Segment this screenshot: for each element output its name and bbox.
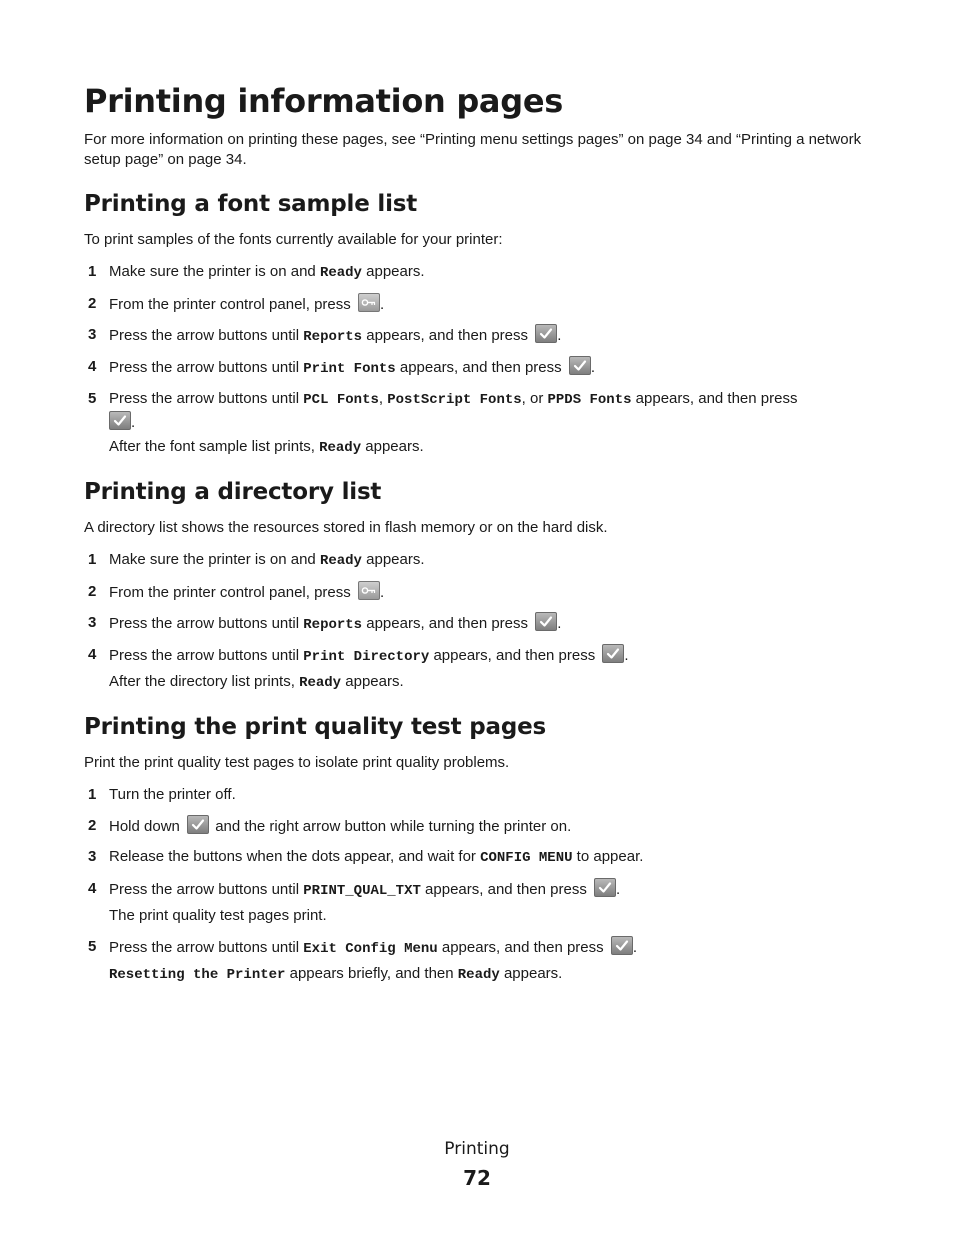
heading-directory-list: Printing a directory list — [84, 479, 382, 505]
step-number: 1 — [88, 551, 97, 568]
step-text: Press the arrow buttons until — [109, 390, 304, 407]
checkmark-button-icon — [109, 411, 131, 430]
display-message: Ready — [319, 440, 362, 456]
step-text: appears, and then press — [362, 327, 533, 344]
step-number: 4 — [88, 646, 97, 663]
step-number: 1 — [88, 263, 97, 280]
checkmark-button-icon — [602, 644, 624, 663]
step-text: Press the arrow buttons until — [109, 939, 304, 956]
step-number: 3 — [88, 326, 97, 343]
checkmark-button-icon — [594, 878, 616, 897]
step-text: to appear. — [572, 848, 644, 865]
step-text: . — [557, 615, 562, 632]
step-number: 5 — [88, 938, 97, 955]
font-note — [109, 437, 874, 458]
note-text: appears. — [341, 673, 404, 690]
step-text: . — [131, 414, 136, 431]
step-text: . — [624, 647, 629, 664]
display-message: Print Directory — [303, 649, 430, 665]
note-text: The print quality test pages print. — [109, 907, 327, 924]
note-text: After the font sample list prints, — [109, 438, 320, 455]
step-text: Press the arrow buttons until — [109, 327, 304, 344]
step-text: From the printer control panel, press — [109, 296, 355, 313]
note-text: appears. — [361, 438, 424, 455]
step-text: Turn the printer off. — [109, 786, 236, 803]
display-message: PCL Fonts — [303, 392, 379, 408]
step-number: 2 — [88, 817, 97, 834]
step-text: appears, and then press — [429, 647, 600, 664]
step-text: . — [632, 939, 637, 956]
checkmark-button-icon — [535, 324, 557, 343]
step-text: appears. — [361, 263, 425, 280]
step-text: appears, and then press — [631, 390, 798, 407]
display-message: Resetting the Printer — [109, 967, 286, 983]
footer-section-name: Printing — [444, 1139, 510, 1159]
display-message: Reports — [303, 329, 363, 345]
page-title: Printing information pages — [84, 82, 563, 120]
step-number: 3 — [88, 614, 97, 631]
step-text: appears, and then press — [420, 881, 592, 898]
step-text: Press the arrow buttons until — [109, 359, 304, 376]
checkmark-button-icon — [535, 612, 557, 631]
note-text: After the directory list prints, — [109, 673, 300, 690]
quality-intro: Print the print quality test pages to isolate print quality problems. — [84, 754, 510, 771]
display-message: Ready — [457, 967, 500, 983]
display-message: PostScript Fonts — [387, 392, 522, 408]
step-text: Press the arrow buttons until — [109, 881, 304, 898]
step-number: 2 — [88, 583, 97, 600]
step-text: . — [379, 296, 385, 313]
step-text: . — [557, 327, 562, 344]
step-number: 5 — [88, 390, 97, 407]
step-text: . — [590, 359, 595, 376]
step-number: 3 — [88, 848, 97, 865]
note-text: appears briefly, and then — [285, 965, 458, 982]
note-text: appears. — [499, 965, 563, 982]
checkmark-button-icon — [187, 815, 209, 834]
step-text: , — [378, 390, 388, 407]
display-message: Ready — [319, 265, 362, 281]
quality-note-5 — [109, 964, 874, 985]
display-message: Reports — [303, 617, 363, 633]
step-text: . — [616, 881, 621, 898]
quality-note-4 — [109, 906, 874, 926]
step-text: and the right arrow button while turning the printer on. — [211, 818, 572, 835]
step-text: . — [379, 584, 385, 601]
checkmark-button-icon — [569, 356, 591, 375]
display-message: PPDS Fonts — [547, 392, 632, 408]
step-text: Make sure the printer is on and — [109, 263, 320, 280]
step-number: 1 — [88, 786, 97, 803]
menu-key-button-icon — [358, 581, 380, 600]
display-message: Print Fonts — [303, 361, 396, 377]
display-message: Ready — [319, 553, 362, 569]
font-intro: To print samples of the fonts currently available for your printer: — [84, 231, 503, 248]
step-number: 4 — [88, 880, 97, 897]
footer-page-number: 72 — [463, 1166, 491, 1190]
menu-key-button-icon — [358, 293, 380, 312]
heading-font-sample-list: Printing a font sample list — [84, 191, 418, 217]
step-text: Press the arrow buttons until — [109, 615, 304, 632]
step-number: 2 — [88, 295, 97, 312]
directory-intro: A directory list shows the resources stored in flash memory or on the hard disk. — [84, 519, 608, 536]
step-text: , or — [521, 390, 548, 407]
step-text: Hold down — [109, 818, 185, 835]
heading-print-quality: Printing the print quality test pages — [84, 714, 546, 740]
step-text: Make sure the printer is on and — [109, 551, 320, 568]
step-number: 4 — [88, 358, 97, 375]
step-text: appears, and then press — [395, 359, 566, 376]
step-text: appears. — [361, 551, 425, 568]
page-intro: For more information on printing these pages, see “Printing menu settings pages” on page 34 and “Printing a network setup page” on page 34. — [84, 131, 862, 168]
step-text: appears, and then press — [362, 615, 533, 632]
step-text: From the printer control panel, press — [109, 584, 355, 601]
directory-note — [109, 672, 874, 693]
step-text: Release the buttons when the dots appear, and wait for — [109, 848, 481, 865]
step-text: appears, and then press — [437, 939, 608, 956]
display-message: CONFIG MENU — [480, 850, 573, 866]
display-message: Ready — [299, 675, 342, 691]
display-message: Exit Config Menu — [303, 941, 438, 957]
display-message: PRINT_QUAL_TXT — [303, 883, 421, 899]
step-text: Press the arrow buttons until — [109, 647, 304, 664]
checkmark-button-icon — [611, 936, 633, 955]
